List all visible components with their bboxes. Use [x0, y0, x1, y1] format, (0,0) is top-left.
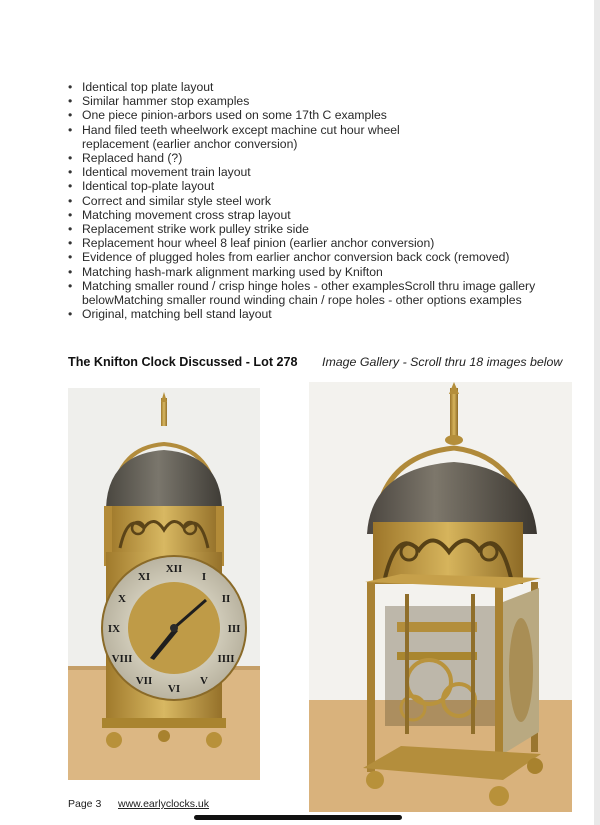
- dial-numeral: I: [201, 571, 207, 583]
- section-heading: The Knifton Clock Discussed - Lot 278: [68, 355, 298, 369]
- list-item: • Matching movement cross strap layout: [68, 208, 558, 222]
- list-item: • Matching hash-mark alignment marking used by Knifton: [68, 265, 558, 279]
- dial-numeral: VIII: [111, 653, 133, 665]
- list-item: • One piece pinion-arbors used on some 17th C examples: [68, 108, 558, 122]
- list-item: • Replacement strike work pulley strike side: [68, 222, 558, 236]
- home-indicator[interactable]: [194, 815, 402, 820]
- list-item: • Original, matching bell stand layout: [68, 307, 558, 321]
- list-item: • Correct and similar style steel work: [68, 194, 558, 208]
- dial-numeral: IX: [107, 623, 121, 635]
- list-item: • Evidence of plugged holes from earlier anchor conversion back cock (removed): [68, 250, 558, 264]
- page-number: Page 3: [68, 798, 102, 810]
- list-item: • Identical top plate layout: [68, 80, 558, 94]
- dial-numeral: II: [221, 593, 231, 605]
- clock-front-photo[interactable]: [68, 388, 260, 780]
- dial-numeral: III: [227, 623, 241, 635]
- clock-movement-illustration: [309, 382, 572, 812]
- list-item: • Identical movement train layout: [68, 165, 558, 179]
- feature-list: [68, 80, 558, 321]
- list-item: • Identical top-plate layout: [68, 179, 558, 193]
- list-item: • Similar hammer stop examples: [68, 94, 558, 108]
- dial-numeral: VII: [135, 675, 153, 687]
- website-link[interactable]: www.earlyclocks.uk: [118, 798, 210, 810]
- list-item: • Replaced hand (?): [68, 151, 558, 165]
- clock-movement-photo[interactable]: [309, 382, 572, 812]
- dial-numeral: V: [200, 675, 208, 687]
- gallery-caption: Image Gallery - Scroll thru 18 images below: [322, 355, 563, 369]
- dial-numeral: XI: [137, 571, 151, 583]
- dial-numeral: VI: [167, 683, 181, 695]
- list-item: • Replacement hour wheel 8 leaf pinion (earlier anchor conversion): [68, 236, 558, 250]
- dial-numeral: XII: [165, 563, 183, 575]
- dial-numeral: IIII: [217, 653, 235, 665]
- list-item: • Matching smaller round / crisp hinge holes - other examplesScroll thru image gallery belowMatching smaller round winding chain / rope holes - other options examples: [68, 279, 558, 307]
- scroll-edge: [594, 0, 600, 825]
- dial-numeral: X: [118, 593, 126, 605]
- clock-front-illustration: [68, 388, 260, 780]
- list-item: • Hand filed teeth wheelwork except machine cut hour wheel replacement (earlier anchor conversion): [68, 123, 462, 151]
